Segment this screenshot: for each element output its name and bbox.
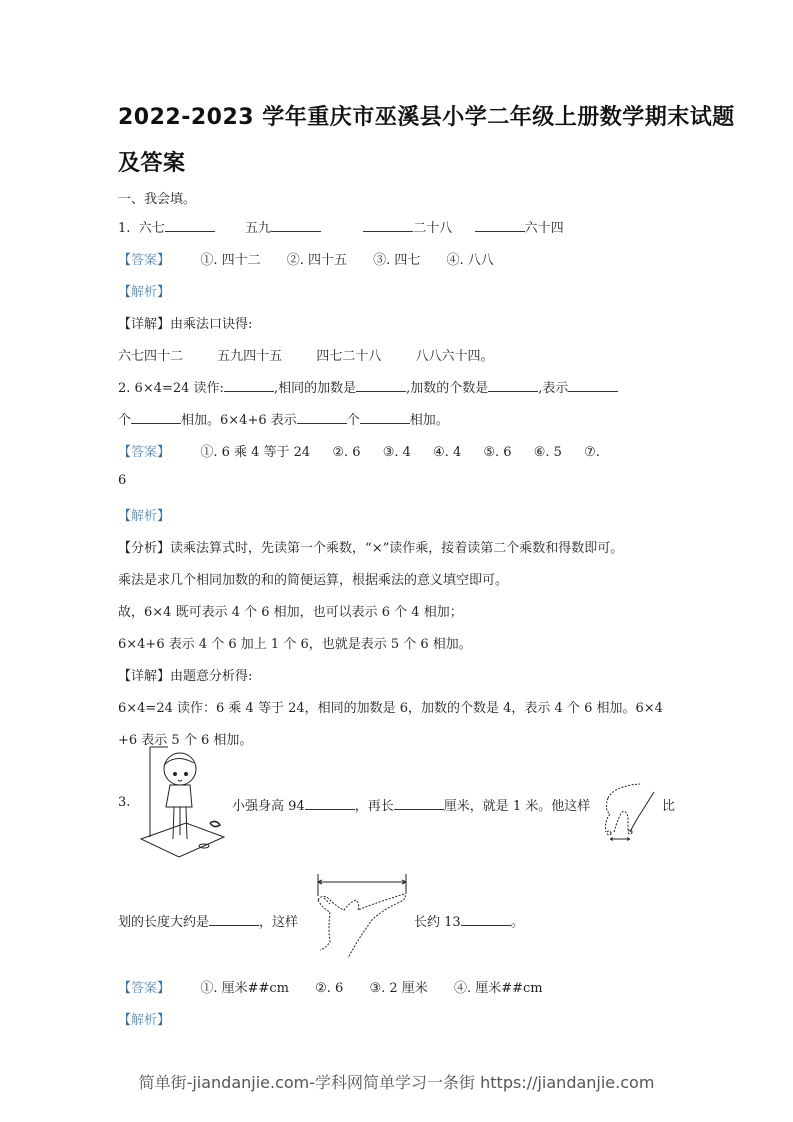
finger-width-illustration	[600, 780, 660, 842]
q1-blank-2	[271, 219, 321, 232]
q2-analysis-line2: 乘法是求几个相同加数的和的简便运算，根据乘法的意义填空即可。	[118, 573, 509, 588]
q1-analysis-label: 【解析】	[118, 285, 171, 300]
document-title-line2: 及答案	[118, 151, 186, 176]
footer-watermark: 简单街-jiandanjie.com-学科网简单学习一条街 https://jiandanjie.com	[138, 1073, 655, 1092]
q2-blank-3	[488, 379, 538, 392]
q2-analysis-label: 【解析】	[118, 509, 171, 524]
q3-question-line1: 小强身高 94 ，再长 厘米，就是 1 米。他这样	[232, 799, 591, 814]
q2-blank-6	[297, 411, 347, 424]
q2-blank-5	[131, 411, 181, 424]
q1-blank-4	[475, 219, 525, 232]
q3-blank-3	[209, 913, 259, 926]
q1-results: 六七四十二 五九四十五 四七二十八 八八六十四。	[118, 349, 494, 364]
q1-question: 1. 六七 五九 二十八 六十四	[118, 221, 564, 236]
q1-blank-1	[165, 219, 215, 232]
q2-detail-line2: +6 表示 5 个 6 相加。	[118, 733, 253, 748]
q3-question-line2-b: 长约 13 。	[414, 915, 524, 930]
answer-label: 【答案】	[118, 445, 171, 460]
document-title-line1: 2022-2023 学年重庆市巫溪县小学二年级上册数学期末试题	[118, 105, 735, 130]
q3-number: 3.	[118, 795, 131, 810]
q2-blank-1	[224, 379, 274, 392]
q2-blank-2	[356, 379, 406, 392]
q3-blank-4	[461, 913, 511, 926]
section-heading: 一、我会填。	[118, 192, 197, 207]
q2-blank-7	[360, 411, 410, 424]
q3-blank-2	[394, 797, 444, 810]
q3-blank-1	[305, 797, 355, 810]
q1-detail: 【详解】由乘法口诀得:	[118, 317, 253, 332]
q1-number: 1.	[118, 221, 131, 236]
q1-answer: 【答案】 ①. 四十二 ②. 四十五 ③. 四七 ④. 八八	[118, 253, 494, 268]
q2-analysis-line1: 【分析】读乘法算式时，先读第一个乘数，“×”读作乘，接着读第二个乘数和得数即可。	[118, 541, 624, 556]
q2-answer-wrap: 6	[118, 473, 127, 488]
answer-label: 【答案】	[118, 981, 171, 996]
q2-analysis-line3: 故，6×4 既可表示 4 个 6 相加，也可以表示 6 个 4 相加；	[118, 605, 463, 620]
boy-on-scale-illustration	[136, 745, 231, 860]
q2-blank-4	[568, 379, 618, 392]
hand-span-illustration	[312, 872, 412, 962]
q3-analysis-label: 【解析】	[118, 1013, 171, 1028]
q1-blank-3	[363, 219, 413, 232]
q2-question-line2: 个 相加。6×4+6 表示 个 相加。	[118, 413, 449, 428]
q2-answer: 【答案】 ①. 6 乘 4 等于 24 ②. 6 ③. 4 ④. 4 ⑤. 6 ⑥. 5 ⑦.	[118, 445, 600, 460]
answer-label: 【答案】	[118, 253, 171, 268]
q2-detail-line1: 6×4=24 读作：6 乘 4 等于 24，相同的加数是 6，加数的个数是 4，表示 4 个 6 相加。6×4	[118, 701, 663, 716]
q2-analysis-line4: 6×4+6 表示 4 个 6 加上 1 个 6，也就是表示 5 个 6 相加。	[118, 637, 472, 652]
q2-question-line1: 2. 6×4=24 读作: ,相同的加数是 ,加数的个数是 ,表示	[118, 377, 618, 396]
q3-question-line2-a: 划的长度大约是 ，这样	[118, 915, 299, 930]
q3-question-line1-end: 比	[662, 799, 676, 814]
q2-detail-intro: 【详解】由题意分析得:	[118, 669, 253, 684]
q3-answer: 【答案】 ①. 厘米##cm ②. 6 ③. 2 厘米 ④. 厘米##cm	[118, 981, 543, 996]
